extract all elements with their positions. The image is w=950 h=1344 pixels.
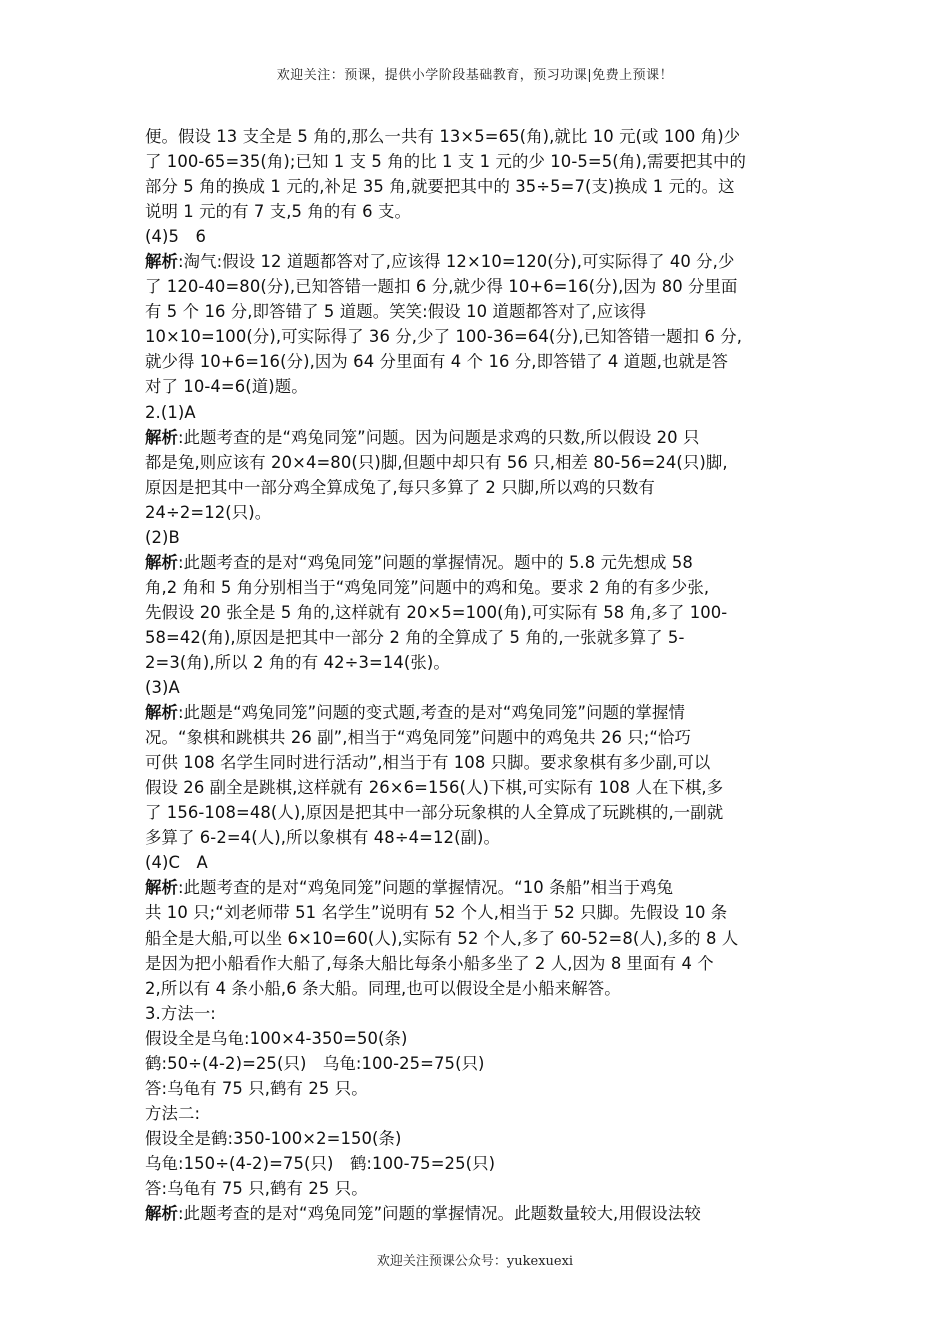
text-line bbox=[145, 324, 817, 349]
line-text: 可供 108 名学生同时进行活动”,相当于有 108 只脚。要求象棋有多少副,可以 bbox=[145, 753, 711, 773]
text-line bbox=[145, 825, 817, 850]
line-text: :此题考查的是对“鸡兔同笼”问题的掌握情况。“10 条船”相当于鸡兔 bbox=[177, 878, 674, 898]
text-line bbox=[145, 600, 817, 625]
line-text: 说明 1 元的有 7 支,5 角的有 6 支。 bbox=[145, 202, 411, 222]
line-text: 2.(1)A bbox=[145, 402, 196, 422]
text-line bbox=[145, 575, 817, 600]
line-text: 了 156-108=48(人),原因是把其中一部分玩象棋的人全算成了玩跳棋的,一副就 bbox=[145, 803, 724, 823]
text-line bbox=[145, 1076, 817, 1101]
analysis-label: 解析 bbox=[145, 552, 178, 572]
analysis-label: 解析 bbox=[145, 1204, 178, 1224]
text-line bbox=[145, 1151, 817, 1176]
line-text: 对了 10-4=6(道)题。 bbox=[145, 377, 308, 397]
line-text: 原因是把其中一部分鸡全算成兔了,每只多算了 2 只脚,所以鸡的只数有 bbox=[145, 477, 655, 497]
line-text: 答:乌龟有 75 只,鹤有 25 只。 bbox=[145, 1078, 368, 1098]
text-line bbox=[145, 775, 817, 800]
line-text: 都是兔,则应该有 20×4=80(只)脚,但题中却只有 56 只,相差 80-56=24(只)脚, bbox=[145, 452, 728, 472]
line-text: 多算了 6-2=4(人),所以象棋有 48÷4=12(副)。 bbox=[145, 828, 501, 848]
text-line bbox=[145, 199, 817, 224]
text-line bbox=[145, 400, 817, 425]
line-text: 了 120-40=80(分),已知答错一题扣 6 分,就少得 10+6=16(分),因为 80 分里面 bbox=[145, 277, 738, 297]
line-text: 假设全是鹤:350-100×2=150(条) bbox=[145, 1128, 402, 1148]
text-line bbox=[145, 625, 817, 650]
text-line bbox=[145, 800, 817, 825]
line-text: (2)B bbox=[145, 527, 180, 547]
line-text: 况。“象棋和跳棋共 26 副”,相当于“鸡兔同笼”问题中的鸡兔共 26 只;“恰巧 bbox=[145, 728, 691, 748]
line-text: 3.方法一: bbox=[145, 1003, 216, 1023]
line-text: 24÷2=12(只)。 bbox=[145, 502, 272, 522]
line-text: 先假设 20 张全是 5 角的,这样就有 20×5=100(角),可实际有 58 角,多了 100- bbox=[145, 602, 728, 622]
text-line bbox=[145, 900, 817, 925]
page-header: 欢迎关注：预课，提供小学阶段基础教育，预习功课|免费上预课！ bbox=[276, 68, 674, 83]
line-text: 假设 26 副全是跳棋,这样就有 26×6=156(人)下棋,可实际有 108 人在下棋,多 bbox=[145, 778, 724, 798]
line-text: 共 10 只;“刘老师带 51 名学生”说明有 52 个人,相当于 52 只脚。先假设 10 条 bbox=[145, 903, 728, 923]
text-line bbox=[145, 475, 817, 500]
text-line bbox=[145, 951, 817, 976]
text-line bbox=[145, 675, 817, 700]
text-line bbox=[145, 1001, 817, 1026]
page-footer: 欢迎关注预课公众号：yukexuexi bbox=[376, 1254, 574, 1269]
text-line bbox=[145, 1176, 817, 1201]
text-line bbox=[145, 274, 817, 299]
text-line bbox=[145, 850, 817, 875]
line-text: 方法二: bbox=[145, 1103, 201, 1123]
text-line bbox=[145, 425, 817, 450]
answer-text-body bbox=[145, 124, 817, 1226]
text-line bbox=[145, 550, 817, 575]
line-text: 就少得 10+6=16(分),因为 64 分里面有 4 个 16 分,即答错了 4 道题,也就是答 bbox=[145, 352, 728, 372]
text-line bbox=[145, 249, 817, 274]
line-text: :淘气:假设 12 道题都答对了,应该得 12×10=120(分),可实际得了 40 分,少 bbox=[177, 252, 735, 272]
line-text: 2=3(角),所以 2 角的有 42÷3=14(张)。 bbox=[145, 652, 450, 672]
text-line bbox=[145, 149, 817, 174]
line-text: 10×10=100(分),可实际得了 36 分,少了 100-36=64(分),已知答错一题扣 6 分, bbox=[145, 327, 743, 347]
text-line bbox=[145, 525, 817, 550]
text-line bbox=[145, 224, 817, 249]
text-line bbox=[145, 1101, 817, 1126]
text-line bbox=[145, 374, 817, 399]
line-text: (4)C A bbox=[145, 853, 208, 873]
line-text: (4)5 6 bbox=[145, 227, 207, 247]
line-text: :此题是“鸡兔同笼”问题的变式题,考查的是对“鸡兔同笼”问题的掌握情 bbox=[177, 703, 686, 723]
text-line bbox=[145, 1026, 817, 1051]
text-line bbox=[145, 725, 817, 750]
line-text: 乌龟:150÷(4-2)=75(只) 鹤:100-75=25(只) bbox=[145, 1153, 496, 1173]
text-line bbox=[145, 174, 817, 199]
line-text: :此题考查的是对“鸡兔同笼”问题的掌握情况。题中的 5.8 元先想成 58 bbox=[177, 552, 693, 572]
line-text: 便。假设 13 支全是 5 角的,那么一共有 13×5=65(角),就比 10 元(或 100 角)少 bbox=[145, 127, 741, 146]
line-text: :此题考查的是对“鸡兔同笼”问题的掌握情况。此题数量较大,用假设法较 bbox=[177, 1204, 701, 1224]
analysis-label: 解析 bbox=[145, 703, 178, 723]
line-text: 角,2 角和 5 角分别相当于“鸡兔同笼”问题中的鸡和兔。要求 2 角的有多少张, bbox=[145, 577, 710, 597]
text-line bbox=[145, 976, 817, 1001]
line-text: 2,所以有 4 条小船,6 条大船。同理,也可以假设全是小船来解答。 bbox=[145, 978, 621, 998]
line-text: 假设全是乌龟:100×4-350=50(条) bbox=[145, 1028, 408, 1048]
text-line bbox=[145, 124, 817, 149]
text-line bbox=[145, 450, 817, 475]
text-line bbox=[145, 500, 817, 525]
text-line bbox=[145, 349, 817, 374]
text-line bbox=[145, 299, 817, 324]
line-text: 是因为把小船看作大船了,每条大船比每条小船多坐了 2 人,因为 8 里面有 4 个 bbox=[145, 953, 714, 973]
analysis-label: 解析 bbox=[145, 427, 178, 447]
line-text: 有 5 个 16 分,即答错了 5 道题。笑笑:假设 10 道题都答对了,应该得 bbox=[145, 302, 647, 322]
text-line bbox=[145, 750, 817, 775]
line-text: (3)A bbox=[145, 678, 180, 698]
text-line bbox=[145, 1051, 817, 1076]
line-text: 鹤:50÷(4-2)=25(只) 乌龟:100-25=75(只) bbox=[145, 1053, 485, 1073]
text-line bbox=[145, 926, 817, 951]
text-line bbox=[145, 1201, 817, 1226]
line-text: 答:乌龟有 75 只,鹤有 25 只。 bbox=[145, 1178, 368, 1198]
analysis-label: 解析 bbox=[145, 252, 178, 272]
line-text: 了 100-65=35(角);已知 1 支 5 角的比 1 支 1 元的少 10-5=5(角),需要把其中的 bbox=[145, 152, 746, 172]
text-line bbox=[145, 650, 817, 675]
text-line bbox=[145, 700, 817, 725]
analysis-label: 解析 bbox=[145, 878, 178, 898]
line-text: :此题考查的是“鸡兔同笼”问题。因为问题是求鸡的只数,所以假设 20 只 bbox=[177, 427, 700, 447]
line-text: 58=42(角),原因是把其中一部分 2 角的全算成了 5 角的,一张就多算了 5- bbox=[145, 627, 685, 647]
line-text: 部分 5 角的换成 1 元的,补足 35 角,就要把其中的 35÷5=7(支)换成 1 元的。这 bbox=[145, 177, 735, 197]
line-text: 船全是大船,可以坐 6×10=60(人),实际有 52 个人,多了 60-52=8(人),多的 8 人 bbox=[145, 928, 739, 948]
text-line bbox=[145, 875, 817, 900]
text-line bbox=[145, 1126, 817, 1151]
